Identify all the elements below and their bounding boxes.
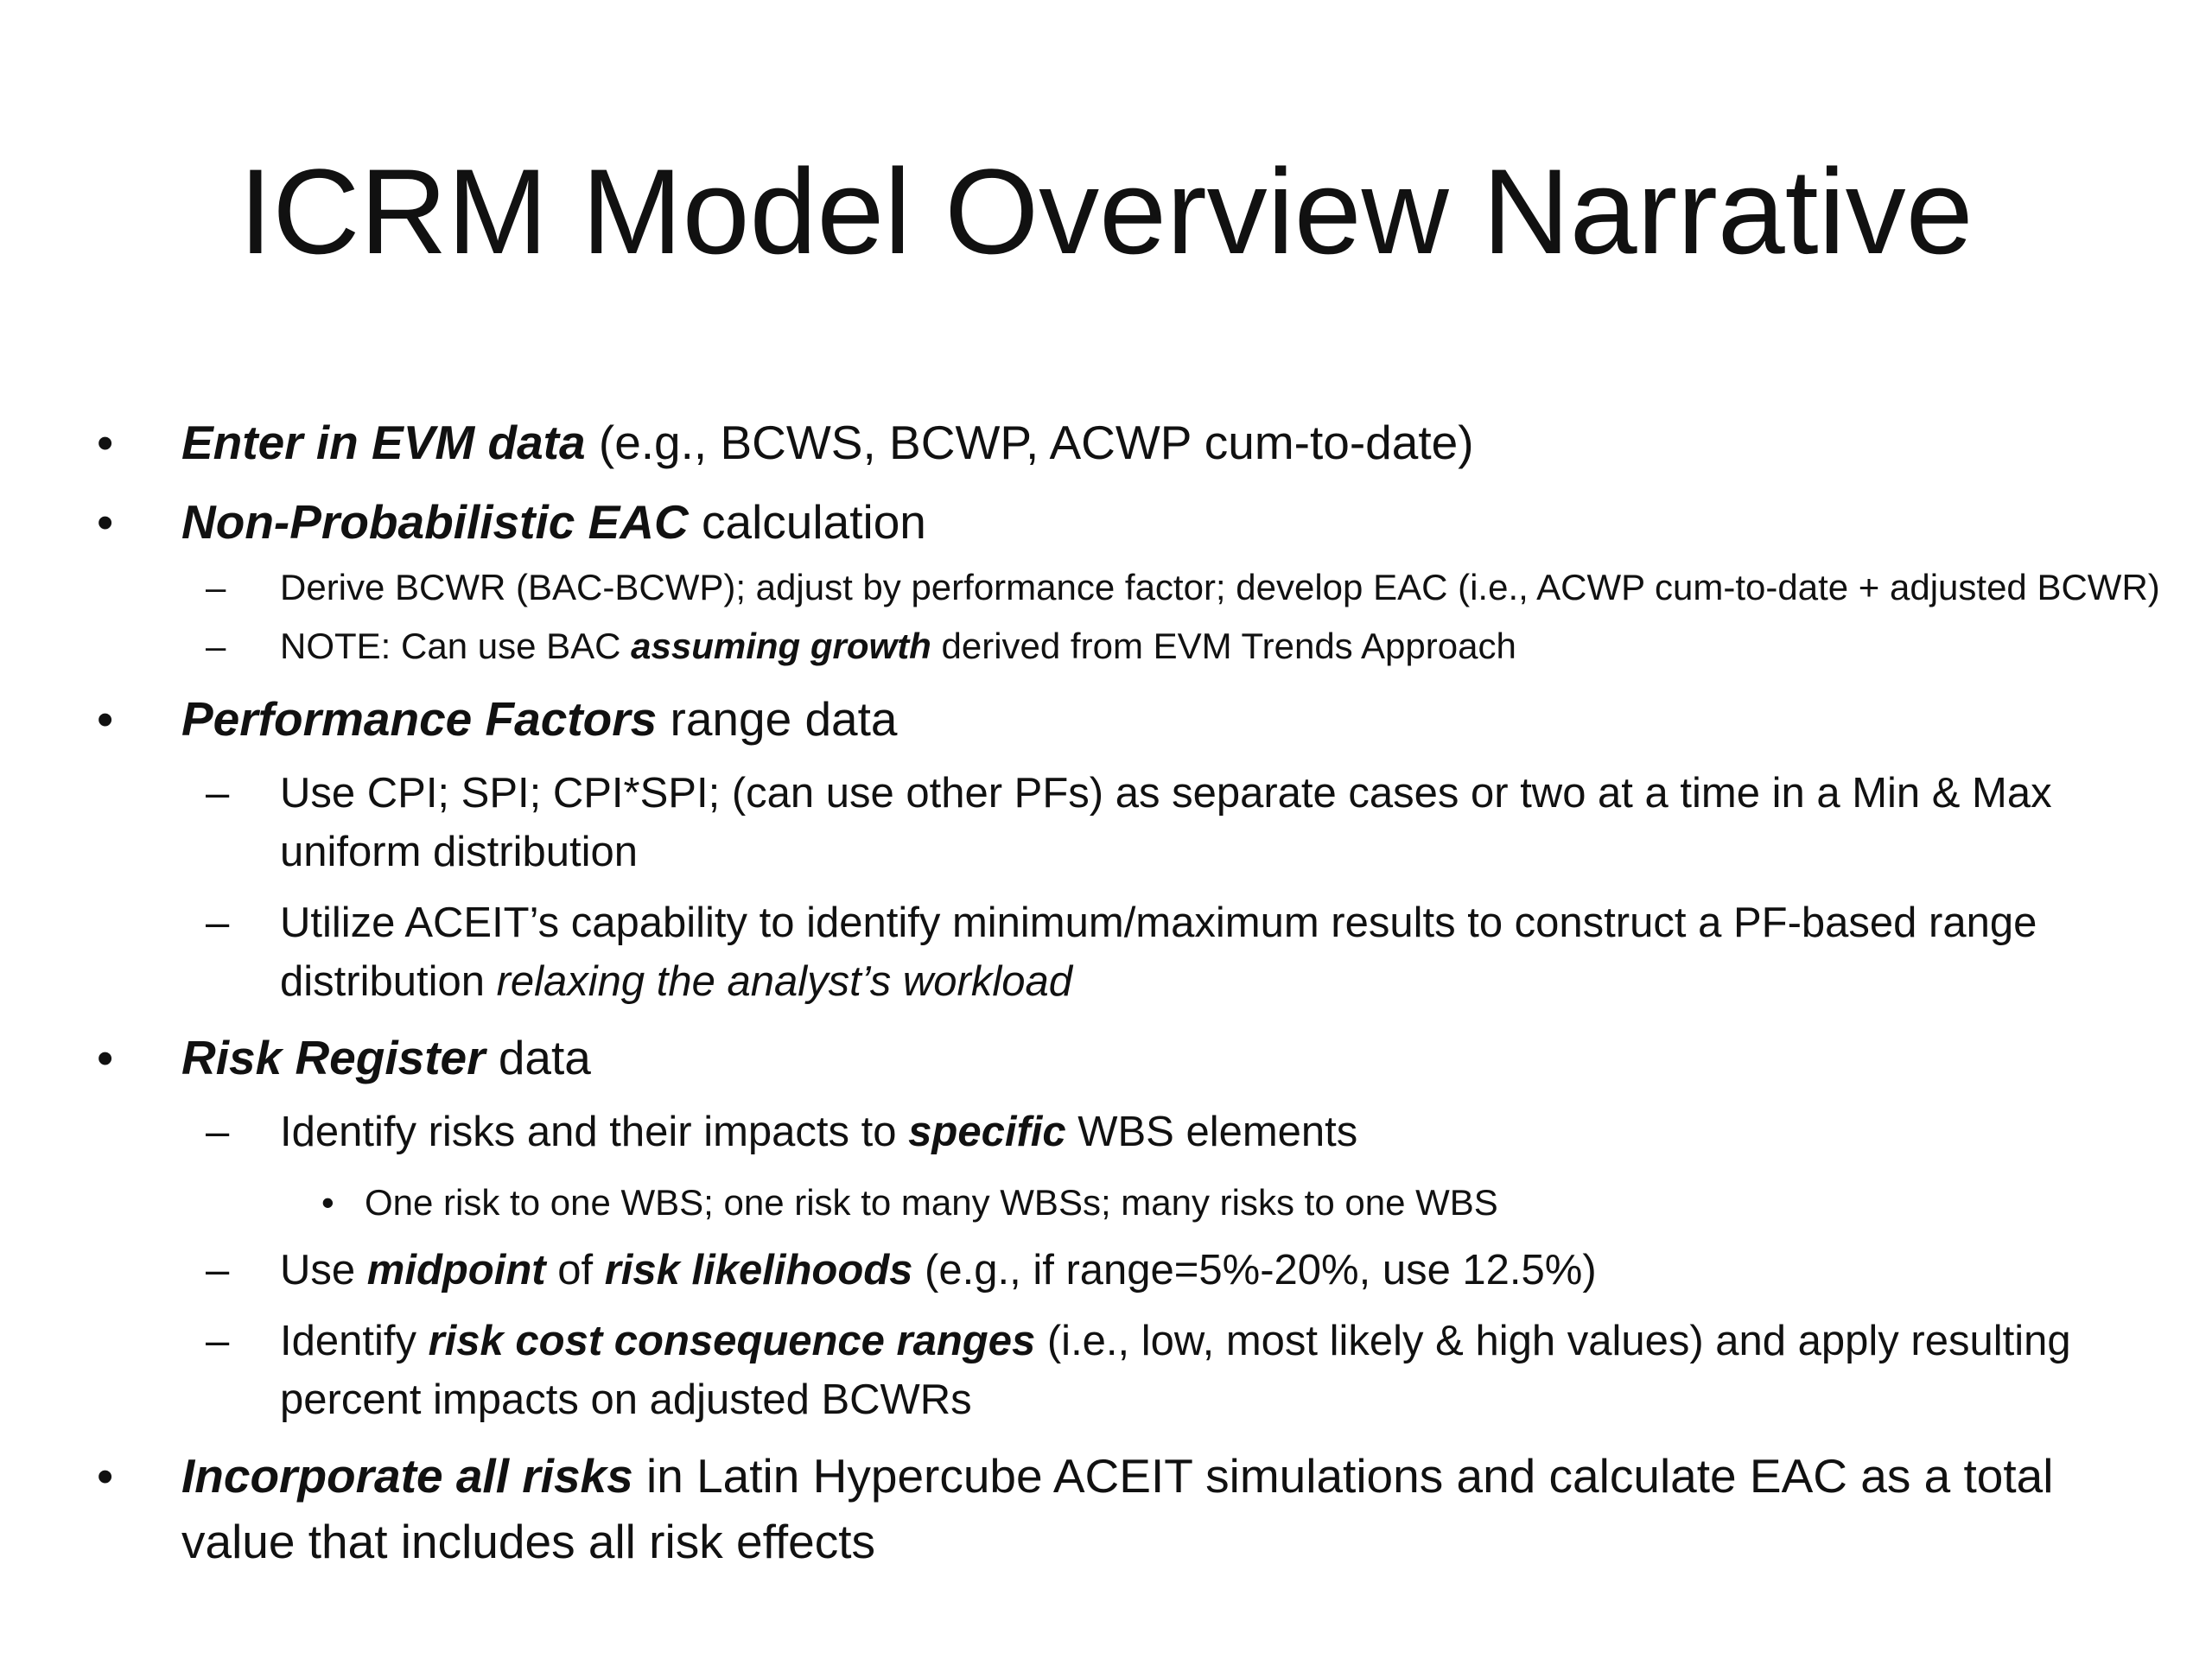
emphasis-text: Performance Factors (181, 692, 658, 746)
bullet-text (181, 410, 2160, 475)
sub-bullet-use-cpi-spi (206, 764, 2160, 881)
plain-text: in Latin Hypercube ACEIT simulations and calculate EAC as a total value that includes all risk effects (181, 1449, 2054, 1568)
plain-text: (e.g., BCWS, BCWP, ACWP cum-to-date) (585, 416, 1474, 469)
sub-bullet-text (280, 893, 2160, 1011)
plain-text: (i.e., low, most likely & high values) and apply resulting percent impacts on adjusted BCWRs (280, 1318, 2071, 1423)
plain-text: Identify (280, 1318, 429, 1364)
dash-marker: – (206, 770, 230, 817)
bullet-marker: • (97, 1031, 114, 1084)
plain-text: of (545, 1247, 605, 1294)
bullet-risk-register (86, 1025, 2160, 1090)
bullet-marker: • (97, 1449, 114, 1503)
bullet-performance-factors (86, 686, 2160, 752)
emphasis-text: Non-Probabilistic EAC (181, 495, 689, 549)
plain-text: data (485, 1031, 591, 1084)
plain-text: range data (657, 692, 898, 746)
emphasis-text: risk cost consequence ranges (428, 1318, 1036, 1364)
bullet-text (181, 1025, 2160, 1090)
emphasis-text: risk likelihoods (604, 1247, 913, 1294)
bullet-enter-evm-data (86, 410, 2160, 475)
sub-bullet-text (280, 1241, 2160, 1300)
plain-text: derived from EVM Trends Approach (931, 626, 1516, 666)
sub-bullet-use-midpoint (206, 1241, 2160, 1300)
sub-bullet-risk-cost-consequence (206, 1312, 2160, 1429)
bullet-text (181, 489, 2160, 555)
bullet-marker: • (97, 692, 114, 746)
sub-bullet-identify-risks (206, 1103, 2160, 1161)
plain-text: Utilize ACEIT’s capability to identify minimum/maximum results to construct a PF-based range distribution (280, 899, 2037, 1005)
bullet-non-probabilistic-eac (86, 489, 2160, 555)
sub-bullet-text: Use CPI; SPI; CPI*SPI; (can use other PFs) as separate cases or two at a time in a Min & Max uniform distribution (280, 770, 2052, 875)
sub-bullet-text (280, 1103, 2160, 1161)
sub-sub-bullet-text: One risk to one WBS; one risk to many WBSs; many risks to one WBS (365, 1182, 1498, 1223)
dash-marker: – (206, 626, 226, 666)
plain-text: calculation (688, 495, 926, 549)
emphasis-text: Enter in EVM data (181, 416, 586, 469)
small-bullet-marker: • (321, 1182, 334, 1223)
dash-marker: – (206, 567, 226, 607)
bullet-marker: • (97, 416, 114, 469)
bullet-list (86, 396, 2160, 1574)
emphasis-text: Risk Register (181, 1031, 486, 1084)
plain-text: WBS elements (1065, 1109, 1358, 1155)
bullet-marker: • (97, 495, 114, 549)
sub-bullet-utilize-aceit (206, 893, 2160, 1011)
sub-bullet-text (280, 1312, 2160, 1429)
bullet-text (181, 1443, 2160, 1574)
sub-bullet-derive-bcwr (206, 562, 2160, 613)
italic-text: relaxing the analyst’s workload (496, 958, 1072, 1005)
plain-text: (e.g., if range=5%-20%, use 12.5%) (912, 1247, 1597, 1294)
bullet-text (181, 686, 2160, 752)
sub-bullet-note-bac (206, 620, 2160, 672)
dash-marker: – (206, 1318, 230, 1364)
sub-bullet-text: Derive BCWR (BAC-BCWP); adjust by performance factor; develop EAC (i.e., ACWP cum-to-date + adjusted BCWR) (280, 567, 2160, 607)
sub-bullet-text (280, 620, 2160, 672)
emphasis-text: midpoint (366, 1247, 546, 1294)
plain-text: Identify risks and their impacts to (280, 1109, 909, 1155)
emphasis-text: assuming growth (631, 626, 931, 666)
plain-text: Use (280, 1247, 367, 1294)
dash-marker: – (206, 899, 230, 946)
emphasis-text: Incorporate all risks (181, 1449, 633, 1503)
emphasis-text: specific (908, 1109, 1066, 1155)
plain-text: NOTE: Can use BAC (280, 626, 632, 666)
bullet-incorporate-all-risks (86, 1443, 2160, 1574)
dash-marker: – (206, 1109, 230, 1155)
slide-title: ICRM Model Overview Narrative (238, 143, 1974, 279)
dash-marker: – (206, 1247, 230, 1294)
sub-sub-bullet-risk-mapping (311, 1177, 2160, 1229)
